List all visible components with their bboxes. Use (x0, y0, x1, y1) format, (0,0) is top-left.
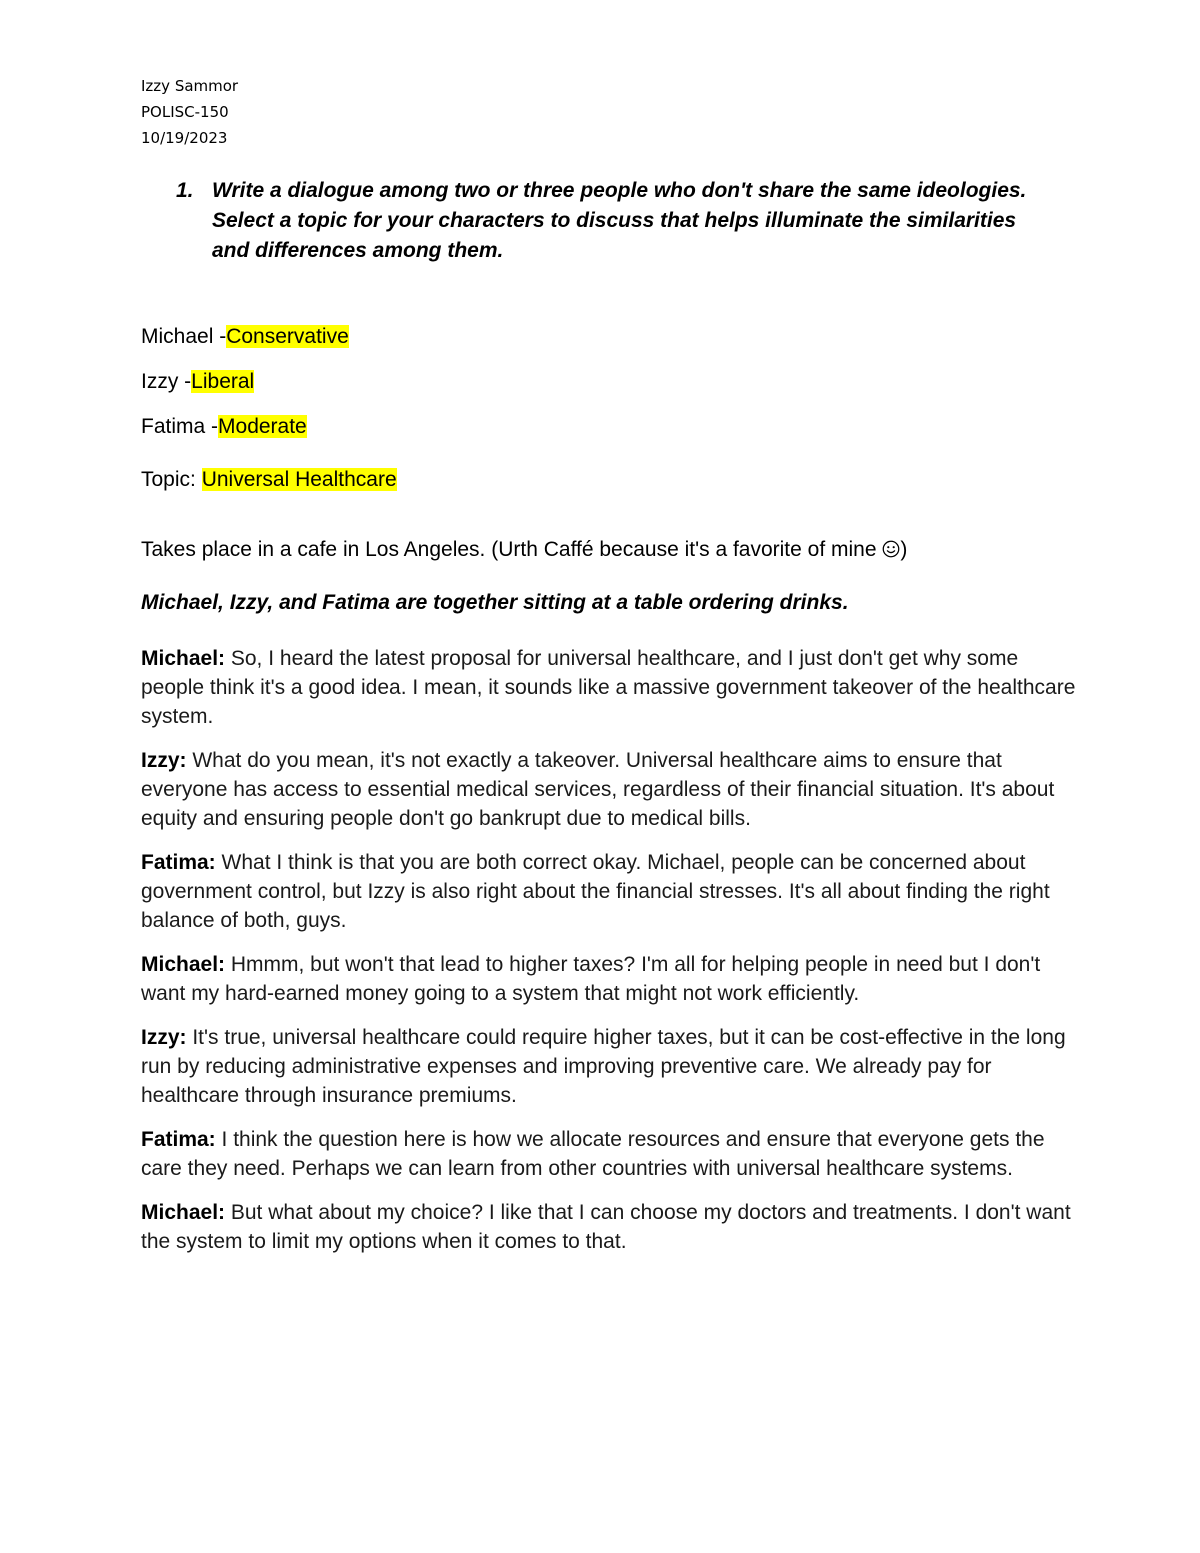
setting-closing: ) (900, 538, 908, 561)
speaker-name: Izzy: (141, 749, 187, 772)
character-ideology: Moderate (218, 415, 307, 438)
character-name: Fatima - (141, 415, 219, 438)
dialogue-text: It's true, universal healthcare could require higher taxes, but it can be cost-effective in the long run by reducing administrative expenses and improving preventive care. We already pay for healthcare through insurance premiums. (141, 1026, 1066, 1107)
speaker-name: Fatima: (141, 1128, 216, 1151)
dialogue-line (141, 848, 1081, 935)
dialogue (141, 644, 1081, 1256)
character-entry (141, 412, 1081, 442)
character-ideology: Conservative (226, 325, 349, 348)
dialogue-line (141, 746, 1081, 833)
dialogue-text: Hmmm, but won't that lead to higher taxes? I'm all for helping people in need but I don't want my hard-earned money going to a system that might not work efficiently. (141, 953, 1041, 1005)
setting-text: Takes place in a cafe in Los Angeles. (Urth Caffé because it's a favorite of mine (141, 538, 883, 561)
document-header (141, 73, 238, 151)
course-code: POLISC-150 (141, 103, 229, 121)
character-entry (141, 367, 1081, 397)
scene-description: Michael, Izzy, and Fatima are together sitting at a table ordering drinks. (141, 591, 849, 614)
document-body (141, 322, 1081, 1271)
dialogue-text: But what about my choice? I like that I can choose my doctors and treatments. I don't want the system to limit my options when it comes to that. (141, 1201, 1071, 1253)
question-text: Write a dialogue among two or three people who don't share the same ideologies. Select a topic for your characters to discuss that helps illuminate the similarities and differences among them. (212, 179, 1027, 262)
dialogue-text: I think the question here is how we allocate resources and ensure that everyone gets the care they need. Perhaps we can learn from other countries with universal healthcare systems. (141, 1128, 1045, 1180)
dialogue-text: So, I heard the latest proposal for universal healthcare, and I just don't get why some people think it's a good idea. I mean, it sounds like a massive government takeover of the healthcare system. (141, 647, 1076, 728)
document-date: 10/19/2023 (141, 129, 228, 147)
speaker-name: Izzy: (141, 1026, 187, 1049)
dialogue-line (141, 1125, 1081, 1183)
speaker-name: Michael: (141, 953, 226, 976)
smiley-face-icon (882, 540, 900, 558)
topic-line (141, 465, 1081, 495)
dialogue-text: What do you mean, it's not exactly a takeover. Universal healthcare aims to ensure that everyone has access to essential medical services, regardless of their financial situation. It's about equity and ensuring people don't go bankrupt due to medical bills. (141, 749, 1055, 830)
speaker-name: Fatima: (141, 851, 216, 874)
author-name: Izzy Sammor (141, 77, 239, 95)
character-name: Michael - (141, 325, 227, 348)
character-list (141, 322, 1081, 442)
question-number: 1. (176, 179, 194, 202)
speaker-name: Michael: (141, 647, 226, 670)
setting-line (141, 535, 1081, 565)
topic-label: Topic: (141, 468, 202, 491)
dialogue-text: What I think is that you are both correct okay. Michael, people can be concerned about government control, but Izzy is also right about the financial stresses. It's all about finding the right balance of both, guys. (141, 851, 1050, 932)
topic-value: Universal Healthcare (201, 468, 397, 491)
dialogue-line (141, 1023, 1081, 1110)
character-ideology: Liberal (191, 370, 255, 393)
character-entry (141, 322, 1081, 352)
dialogue-line (141, 1198, 1081, 1256)
dialogue-line (141, 950, 1081, 1008)
speaker-name: Michael: (141, 1201, 226, 1224)
assignment-question (176, 176, 1056, 266)
character-name: Izzy - (141, 370, 192, 393)
dialogue-line (141, 644, 1081, 731)
